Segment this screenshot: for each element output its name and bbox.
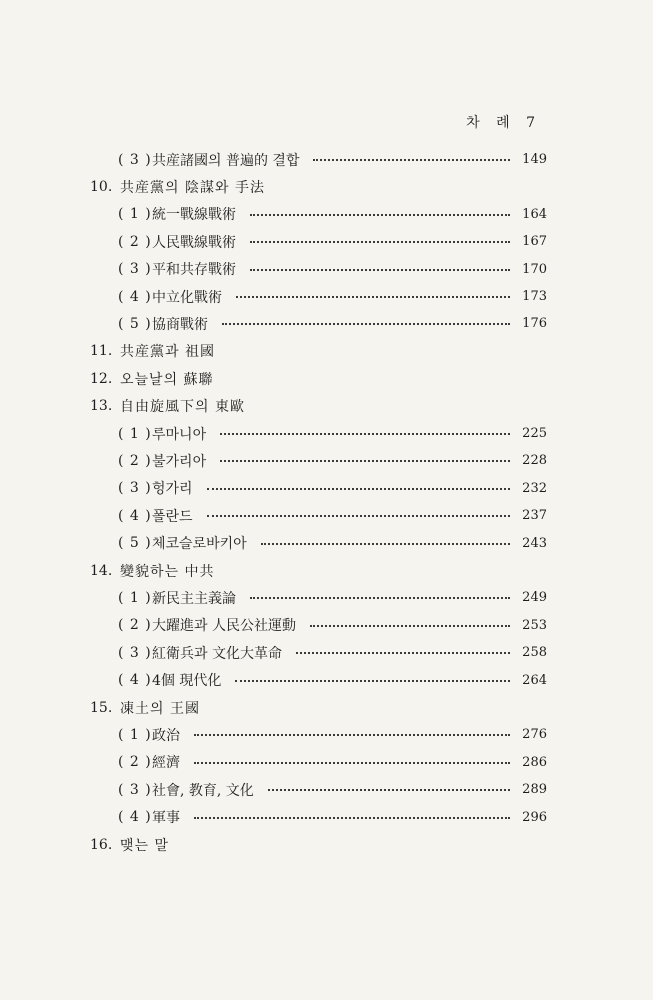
toc-chapter-row	[0, 338, 653, 365]
page-number: 173	[522, 289, 547, 304]
page-number: 249	[522, 590, 547, 606]
toc-section-row	[0, 228, 653, 255]
section-title: 폴란드	[152, 508, 193, 525]
section-title: 人民戰線戰術	[152, 234, 236, 251]
toc-section-row	[0, 310, 653, 337]
toc-section-row	[0, 584, 653, 611]
chapter-number: 11.	[90, 343, 113, 360]
section-index: ( 4 )	[118, 809, 152, 826]
page-number: 286	[522, 754, 547, 770]
toc-chapter-row	[0, 694, 653, 721]
dot-leader	[220, 433, 510, 435]
toc-section-row	[0, 612, 653, 639]
chapter-title: 自由旋風下의 東歐	[120, 399, 245, 416]
section-index: ( 2 )	[118, 754, 152, 771]
section-title: 統一戰線戰術	[152, 207, 236, 224]
section-title: 平和共存戰術	[152, 262, 236, 279]
section-index: ( 3 )	[118, 644, 152, 661]
page-number: 149	[522, 152, 547, 167]
toc-section-row	[0, 256, 653, 283]
section-title: 루마니아	[152, 426, 207, 443]
chapter-number: 16.	[90, 836, 113, 853]
section-title: 政治	[152, 727, 180, 744]
chapter-title: 오늘날의 蘇聯	[120, 371, 214, 388]
toc-section-row	[0, 146, 653, 173]
dot-leader	[268, 789, 510, 791]
chapter-title: 共産黨과 祖國	[120, 344, 215, 361]
page-number: 243	[522, 535, 547, 551]
section-index: ( 1 )	[118, 589, 152, 606]
section-index: ( 4 )	[118, 288, 152, 305]
section-index: ( 5 )	[118, 535, 152, 552]
toc-chapter-row	[0, 173, 653, 200]
section-index: ( 3 )	[118, 261, 152, 278]
section-index: ( 1 )	[118, 425, 152, 442]
section-index: ( 3 )	[118, 781, 152, 798]
section-index: ( 3 )	[118, 480, 152, 497]
chapter-number: 10.	[90, 178, 113, 195]
toc-section-row	[0, 721, 653, 748]
toc-section-row	[0, 639, 653, 666]
dot-leader	[222, 323, 510, 325]
dot-leader	[313, 159, 510, 161]
section-title: 체코슬로바키아	[152, 536, 247, 553]
section-index: ( 2 )	[118, 452, 152, 469]
dot-leader	[296, 652, 510, 654]
toc-section-row	[0, 530, 653, 557]
dot-leader	[207, 488, 510, 490]
dot-leader	[310, 625, 510, 627]
section-index: ( 5 )	[118, 315, 152, 332]
page-number: 276	[522, 727, 547, 743]
section-title: 紅衛兵과 文化大革命	[152, 645, 282, 662]
toc-section-row	[0, 283, 653, 310]
toc-section-row	[0, 201, 653, 228]
page-number: 296	[522, 809, 547, 825]
section-title: 헝가리	[152, 481, 193, 498]
section-title: 社會, 教育, 文化	[152, 782, 254, 799]
dot-leader	[220, 460, 510, 462]
page-number: 228	[522, 453, 547, 469]
chapter-title: 變貌하는 中共	[120, 563, 215, 580]
toc-section-row	[0, 447, 653, 474]
section-index: ( 4 )	[118, 672, 152, 689]
dot-leader	[235, 680, 510, 682]
section-index: ( 3 )	[118, 151, 152, 168]
page-number: 176	[522, 316, 547, 332]
section-title: 共産諸國의 普遍的 결합	[152, 152, 300, 169]
toc-section-row	[0, 776, 653, 803]
page-number: 253	[522, 617, 547, 633]
dot-leader	[250, 214, 510, 216]
dot-leader	[236, 296, 510, 298]
section-title: 協商戰術	[152, 316, 208, 333]
chapter-number: 15.	[90, 699, 113, 716]
page-number: 289	[522, 782, 547, 798]
chapter-title: 共産黨의 陰謀와 手法	[120, 179, 265, 196]
toc-section-row	[0, 749, 653, 776]
chapter-number: 13.	[90, 398, 113, 415]
chapter-title: 맺는 말	[120, 837, 170, 854]
dot-leader	[194, 734, 510, 736]
toc-section-row	[0, 804, 653, 831]
section-title: 불가리아	[152, 453, 207, 470]
section-title: 經濟	[152, 755, 180, 772]
dot-leader	[261, 543, 510, 545]
chapter-number: 12.	[90, 370, 113, 387]
page-number: 258	[522, 645, 547, 661]
section-title: 軍事	[152, 810, 180, 827]
page-number: 167	[522, 234, 547, 250]
dot-leader	[194, 762, 510, 764]
dot-leader	[194, 817, 510, 819]
page-number: 225	[522, 426, 547, 441]
toc-section-row	[0, 502, 653, 529]
page-number: 237	[522, 508, 547, 524]
chapter-number: 14.	[90, 562, 113, 579]
section-title: 新民主主義論	[152, 590, 236, 607]
section-index: ( 4 )	[118, 507, 152, 524]
section-index: ( 1 )	[118, 206, 152, 223]
dot-leader	[250, 597, 510, 599]
page-number: 264	[522, 672, 547, 688]
page-number: 170	[522, 261, 547, 277]
toc-chapter-row	[0, 365, 653, 392]
dot-leader	[207, 515, 510, 517]
section-title: 4個 現代化	[152, 673, 222, 690]
dot-leader	[250, 269, 510, 271]
section-index: ( 2 )	[118, 233, 152, 250]
toc-section-row	[0, 420, 653, 447]
section-index: ( 2 )	[118, 617, 152, 634]
toc-chapter-row	[0, 557, 653, 584]
section-title: 中立化戰術	[152, 289, 222, 306]
dot-leader	[250, 241, 510, 243]
toc-section-row	[0, 667, 653, 694]
section-index: ( 1 )	[118, 726, 152, 743]
toc-chapter-row	[0, 831, 653, 858]
toc-section-row	[0, 475, 653, 502]
toc-chapter-row	[0, 393, 653, 420]
page-number: 164	[522, 206, 547, 222]
page-number: 232	[522, 480, 547, 496]
chapter-title: 凍土의 王國	[120, 700, 200, 717]
section-title: 大躍進과 人民公社運動	[152, 618, 296, 635]
running-head: 차 례 7	[466, 115, 541, 131]
